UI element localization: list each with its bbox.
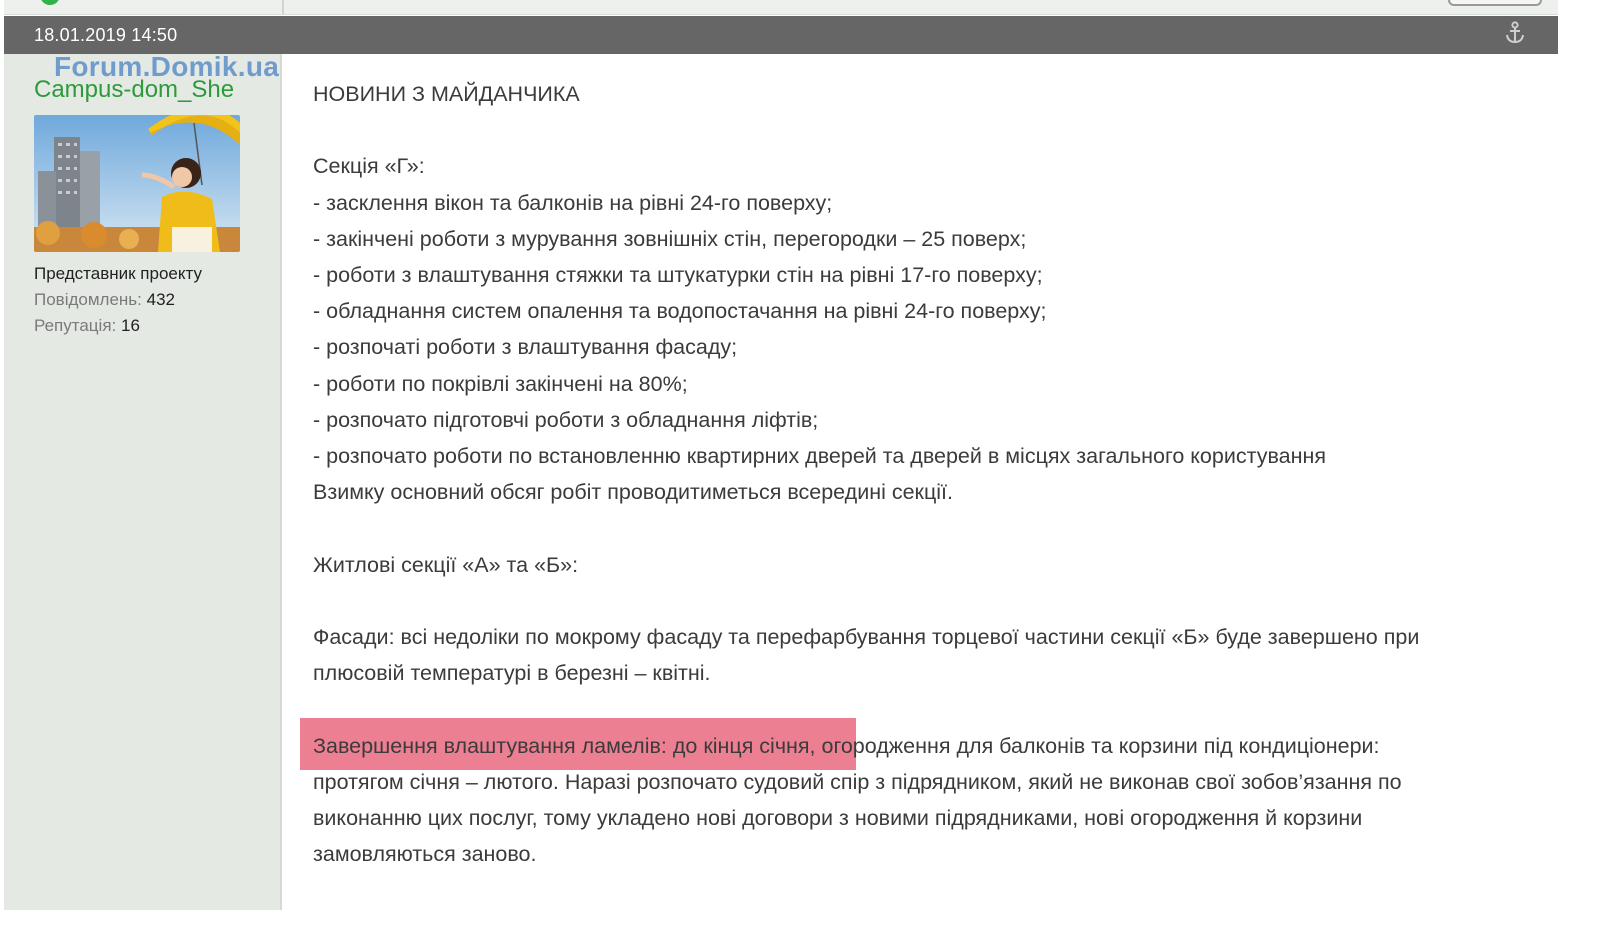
list-item: - обладнання систем опалення та водопостачання на рівні 24-го поверху; (313, 299, 1047, 324)
watermark-logo: Forum.Domik.ua (54, 51, 280, 82)
lamels-rest: огородження для балконів та корзини під кондиціонери: (815, 733, 1380, 758)
lamels-line: виконанню цих послуг, тому укладено нові договори з новими підрядниками, нові огородження й корзини (313, 806, 1363, 830)
divider (282, 0, 284, 14)
post-date: 18.01.2019 14:50 (34, 25, 178, 45)
reputation-stat (34, 316, 140, 336)
reputation-value: 16 (120, 316, 140, 335)
lamels-line (313, 728, 1533, 764)
list-item: - розпочаті роботи з влаштування фасаду; (313, 335, 738, 360)
highlighted-text: Завершення влаштування ламелів: до кінця січня, (313, 733, 816, 758)
list-item: - закінчені роботи з мурування зовнішніх стін, перегородки – 25 поверх; (313, 226, 1027, 251)
author-sidebar (4, 54, 282, 910)
sections-ab-title: Житлові секції «А» та «Б»: (313, 552, 579, 577)
facades-line: плюсовій температурі в березні – квітні. (313, 661, 711, 686)
reputation-label: Репутація: (34, 316, 117, 335)
messages-stat (34, 290, 175, 310)
winter-note: Взимку основний обсяг робіт проводитиметься всередині секції. (313, 480, 953, 505)
list-item: - роботи по покрівлі закінчені на 80%; (313, 371, 688, 396)
author-role: Представник проекту (34, 264, 202, 283)
facades-line: Фасади: всі недоліки по мокрому фасаду та перефарбування торцевої частини секції «Б» буде завершено при (313, 625, 1420, 649)
post-content (313, 76, 1533, 872)
lamels-line: замовляються заново. (313, 842, 537, 867)
list-item: - засклення вікон та балконів на рівні 24-го поверху; (313, 190, 833, 215)
anchor-icon[interactable] (1504, 21, 1526, 45)
messages-value: 432 (146, 290, 175, 309)
list-item: - роботи з влаштування стяжки та штукатурки стін на рівні 17-го поверху; (313, 263, 1043, 287)
section-g-title: Секція «Г»: (313, 154, 425, 179)
post-title: НОВИНИ З МАЙДАНЧИКА (313, 82, 580, 106)
list-item: - розпочато роботи по встановленню квартирних дверей та дверей в місцях загального користування (313, 444, 1326, 469)
status-dot (40, 0, 60, 5)
top-strip (4, 0, 1558, 15)
messages-label: Повідомлень: (34, 290, 142, 309)
avatar[interactable] (34, 115, 240, 252)
post-header (4, 16, 1558, 54)
top-button[interactable] (1448, 0, 1542, 6)
author-username[interactable]: Campus-dom_She (34, 76, 235, 103)
lamels-line: протягом січня – лютого. Наразі розпочато судовий спір з підрядником, який не виконав свої зобов’язання по (313, 769, 1402, 794)
list-item: - розпочато підготовчі роботи з обладнання ліфтів; (313, 407, 819, 432)
